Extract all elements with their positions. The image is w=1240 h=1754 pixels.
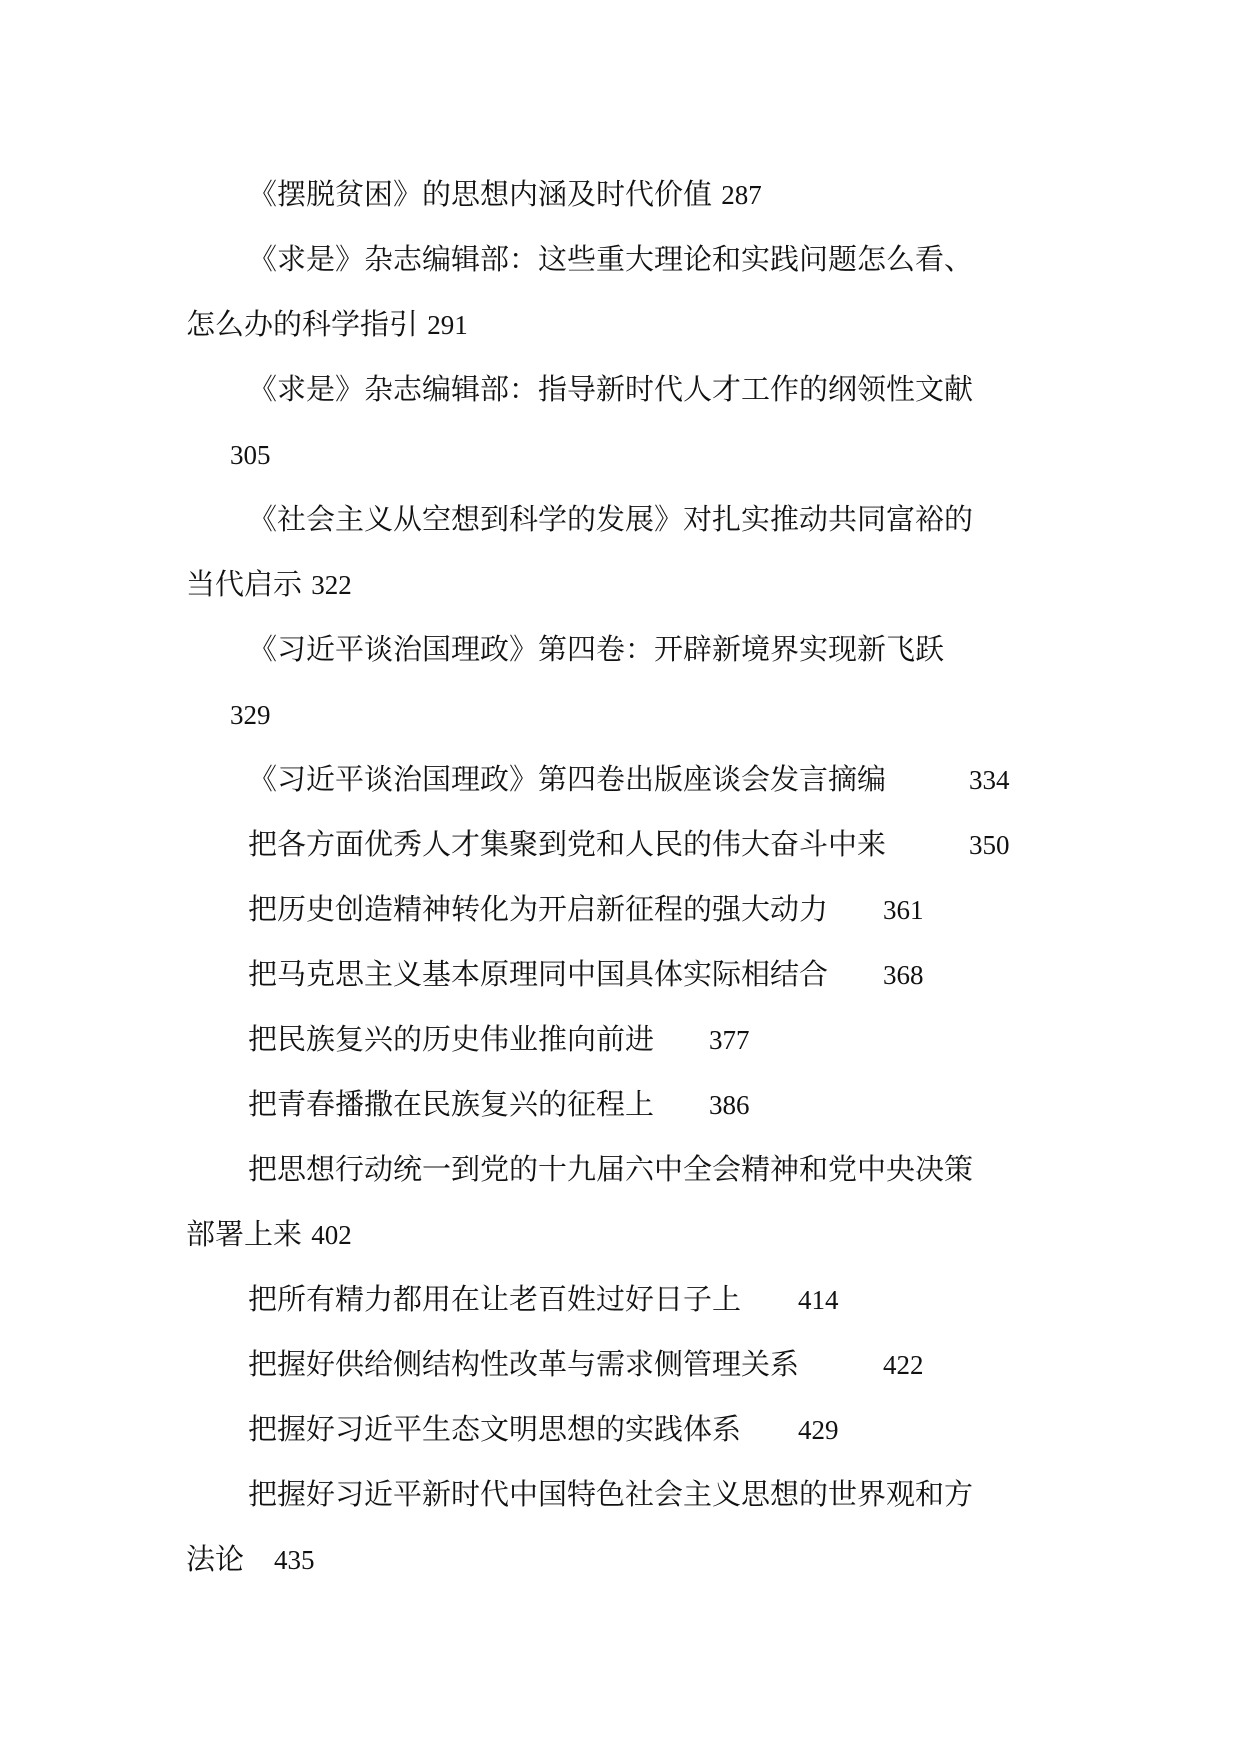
toc-line [248, 1149, 973, 1189]
toc-page-number: 287 [721, 180, 762, 210]
toc-page-number: 368 [883, 960, 924, 990]
toc-line [798, 1409, 839, 1449]
toc-entry-title: 《摆脱贫困》的思想内涵及时代价值 [248, 177, 713, 211]
toc-line [969, 759, 1010, 799]
toc-line [248, 1344, 799, 1384]
toc-line [248, 1019, 654, 1059]
toc-line [230, 694, 271, 734]
toc-page-number: 329 [230, 700, 271, 730]
toc-page-number: 350 [969, 830, 1010, 860]
toc-entry-title: 怎么办的科学指引 [186, 307, 419, 341]
toc-line [230, 434, 271, 474]
toc-entry-title: 当代启示 [186, 567, 303, 601]
toc-page-number: 386 [709, 1090, 750, 1120]
toc-entry-title: 把所有精力都用在让老百姓过好日子上 [248, 1282, 742, 1316]
toc-line [186, 304, 468, 344]
toc-entry-title: 把马克思主义基本原理同中国具体实际相结合 [248, 957, 829, 991]
toc-entry-title: 把握好供给侧结构性改革与需求侧管理关系 [248, 1347, 800, 1381]
toc-line [248, 174, 762, 214]
toc-line [186, 1214, 352, 1254]
toc-entry-title: 《求是》杂志编辑部：这些重大理论和实践问题怎么看、 [248, 242, 974, 276]
toc-entry-title: 法论 [186, 1542, 245, 1576]
toc-line [248, 1474, 973, 1514]
toc-line [883, 954, 924, 994]
toc-line [186, 564, 352, 604]
toc-line [248, 759, 886, 799]
toc-line [248, 1409, 741, 1449]
toc-line [248, 369, 973, 409]
toc-line [709, 1084, 750, 1124]
toc-line [248, 1084, 654, 1124]
toc-line [248, 1279, 741, 1319]
toc-entry-title: 把历史创造精神转化为开启新征程的强大动力 [248, 892, 829, 926]
toc-page-number: 334 [969, 765, 1010, 795]
toc-page-number: 361 [883, 895, 924, 925]
toc-line [798, 1279, 839, 1319]
toc-page-number: 291 [427, 310, 468, 340]
toc-entry-title: 把握好习近平新时代中国特色社会主义思想的世界观和方 [248, 1477, 974, 1511]
toc-line [969, 824, 1010, 864]
toc-line [248, 499, 973, 539]
toc-page-number: 402 [311, 1220, 352, 1250]
toc-entry-title: 把各方面优秀人才集聚到党和人民的伟大奋斗中来 [248, 827, 887, 861]
toc-line [883, 889, 924, 929]
toc-entry-title: 《习近平谈治国理政》第四卷：开辟新境界实现新飞跃 [248, 632, 945, 666]
toc-line [248, 889, 828, 929]
toc-page-number: 422 [883, 1350, 924, 1380]
toc-page-number: 429 [798, 1415, 839, 1445]
toc-page-number: 414 [798, 1285, 839, 1315]
toc-entry-title: 把青春播撒在民族复兴的征程上 [248, 1087, 655, 1121]
toc-entry-title: 部署上来 [186, 1217, 303, 1251]
toc-entry-title: 把民族复兴的历史伟业推向前进 [248, 1022, 655, 1056]
toc-line [248, 239, 973, 279]
toc-page-number: 377 [709, 1025, 750, 1055]
toc-line [883, 1344, 924, 1384]
toc-entry-title: 《习近平谈治国理政》第四卷出版座谈会发言摘编 [248, 762, 887, 796]
toc-line [709, 1019, 750, 1059]
toc-line [248, 629, 944, 669]
toc-line [274, 1539, 315, 1579]
toc-entry-title: 《社会主义从空想到科学的发展》对扎实推动共同富裕的 [248, 502, 974, 536]
toc-page-number: 322 [311, 570, 352, 600]
toc-line [248, 954, 828, 994]
toc-line [186, 1539, 244, 1579]
toc-entry-title: 把思想行动统一到党的十九届六中全会精神和党中央决策 [248, 1152, 974, 1186]
toc-page-number: 305 [230, 440, 271, 470]
toc-page-number: 435 [274, 1545, 315, 1575]
toc-entry-title: 把握好习近平生态文明思想的实践体系 [248, 1412, 742, 1446]
toc-entry-title: 《求是》杂志编辑部：指导新时代人才工作的纲领性文献 [248, 372, 974, 406]
toc-line [248, 824, 886, 864]
